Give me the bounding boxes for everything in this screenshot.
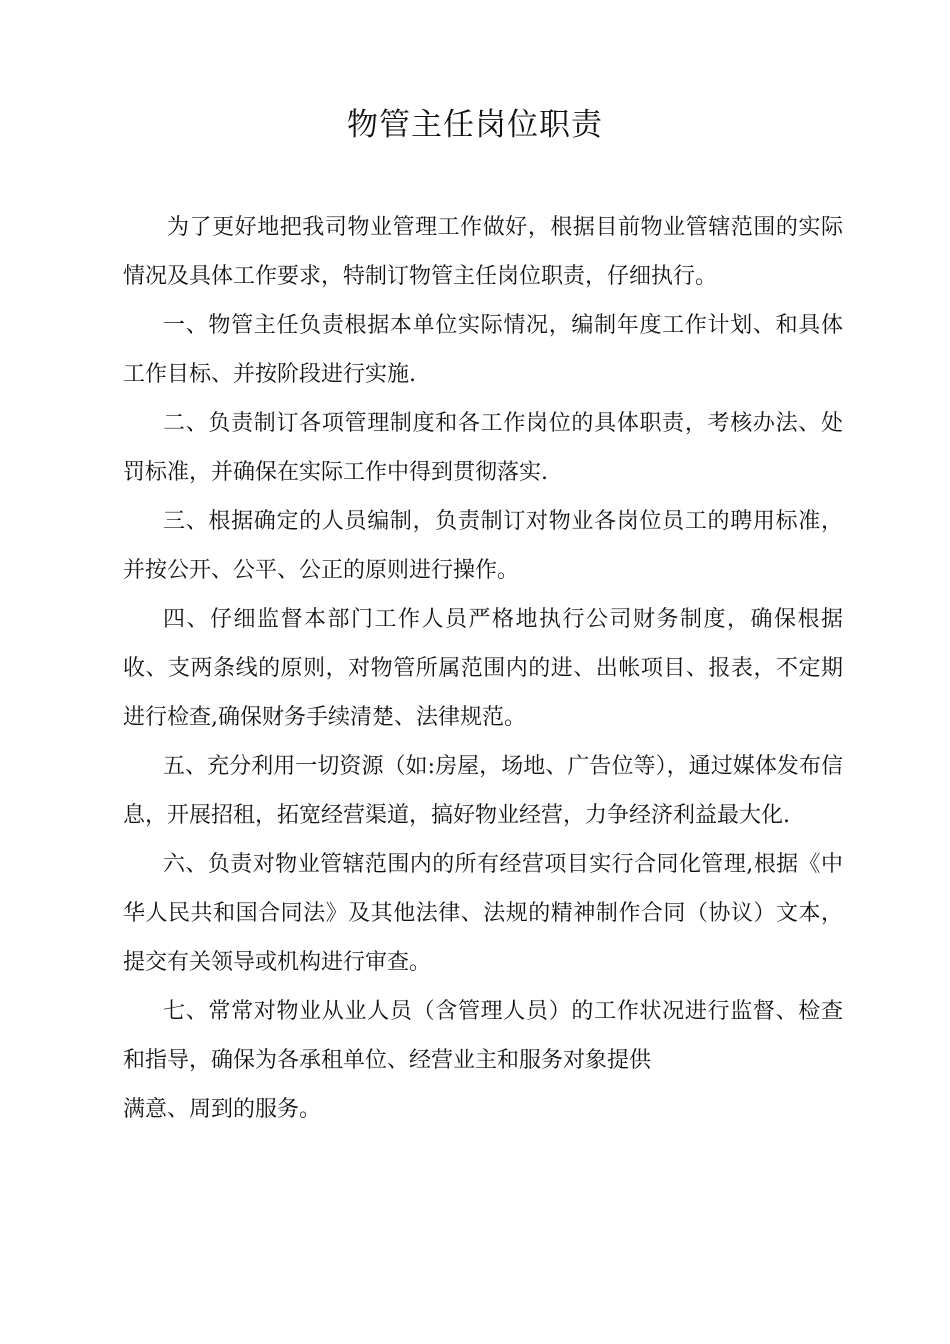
intro-paragraph: 为了更好地把我司物业管理工作做好，根据目前物业管辖范围的实际情况及具体工作要求，特制订物管主任岗位职责，仔细执行。 <box>123 215 843 289</box>
duty-item-4: 四、仔细监督本部门工作人员严格地执行公司财务制度，确保根据收、支两条线的原则，对物管所属范围内的进、出帐项目、报表，不定期进行检查,确保财务手续清楚、法律规范。 <box>123 607 843 730</box>
duty-item-7-continuation: 满意、周到的服务。 <box>123 1097 322 1122</box>
document-body <box>123 203 843 1134</box>
duty-item-5: 五、充分利用一切资源（如:房屋，场地、广告位等），通过媒体发布信息，开展招租，拓宽经营渠道，搞好物业经营，力争经济利益最大化. <box>123 754 843 828</box>
document-title: 物管主任岗位职责 <box>347 107 603 143</box>
duty-item-7: 七、常常对物业从业人员（含管理人员）的工作状况进行监督、检查和指导，确保为各承租单位、经营业主和服务对象提供 <box>123 999 843 1073</box>
duty-item-6: 六、负责对物业管辖范围内的所有经营项目实行合同化管理,根据《中华人民共和国合同法》及其他法律、法规的精神制作合同（协议）文本，提交有关领导或机构进行审查。 <box>123 852 843 975</box>
duty-item-3: 三、根据确定的人员编制，负责制订对物业各岗位员工的聘用标准，并按公开、公平、公正的原则进行操作。 <box>123 509 843 583</box>
duty-item-1: 一、物管主任负责根据本单位实际情况，编制年度工作计划、和具体工作目标、并按阶段进行实施. <box>123 313 843 387</box>
duty-item-2: 二、负责制订各项管理制度和各工作岗位的具体职责，考核办法、处罚标准，并确保在实际工作中得到贯彻落实. <box>123 411 843 485</box>
